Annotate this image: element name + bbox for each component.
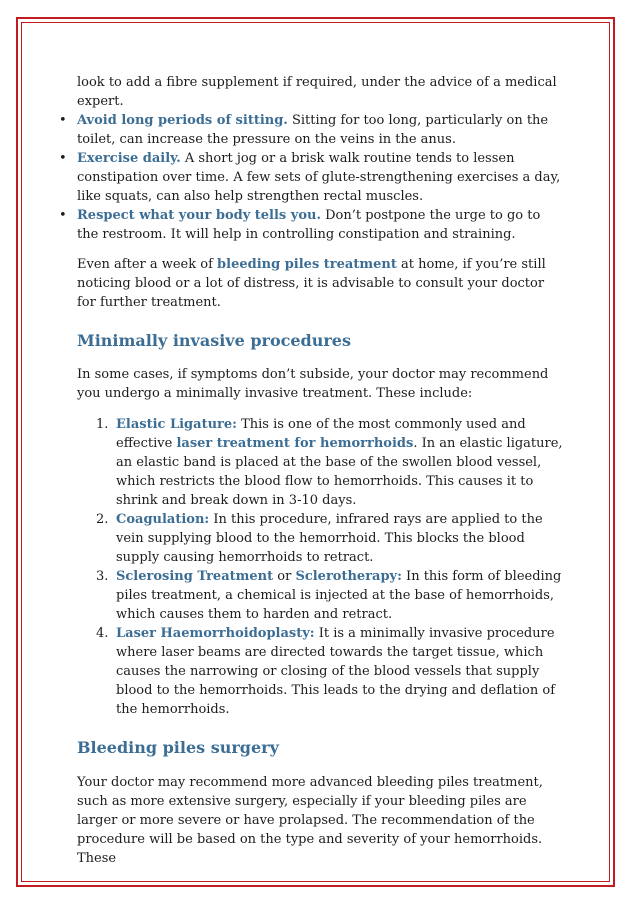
- procedure-title: Sclerotherapy:: [295, 569, 402, 584]
- section1-intro: In some cases, if symptoms don’t subside, your doctor may recommend you undergo a minimally invasive treatment. These include:: [77, 367, 549, 401]
- advice-text-before: Even after a week of: [77, 257, 218, 272]
- tips-list: [59, 111, 563, 244]
- document-body: [59, 73, 563, 868]
- list-item: [59, 149, 563, 206]
- procedure-title: Sclerosing Treatment: [116, 569, 274, 584]
- procedure-text: . In an elastic ligature, an elastic band is placed at the base of the swollen blood vessel, which restricts the blood flow to hemorrhoids. This causes it to shrink and break down in 3-10 days.: [116, 436, 563, 508]
- tip-text: Sitting for too long, particularly on the toilet, can increase the pressure on the veins in the anus.: [77, 113, 549, 147]
- list-item: [77, 624, 563, 719]
- section-heading-minimally-invasive: Minimally invasive procedures: [77, 331, 351, 350]
- procedure-text: It is a minimally invasive procedure where laser beams are directed towards the target tissue, which causes the narrowing or closing of the blood vessels that supply blood to the hemorrhoids. This leads to the drying and deflation of the hemorrhoids.: [116, 626, 556, 717]
- procedure-text: This is one of the most commonly used and effective: [116, 417, 526, 451]
- list-number: 1.: [96, 417, 109, 432]
- tip-text: Don’t postpone the urge to go to the restroom. It will help in controlling constipation and straining.: [77, 208, 541, 242]
- tip-title: Exercise daily.: [77, 151, 181, 166]
- list-item: [77, 567, 563, 624]
- procedure-text: In this form of bleeding piles treatment, a chemical is injected at the base of hemorrhoids, which causes them to harden and retract.: [116, 569, 562, 622]
- tip-title: Avoid long periods of sitting.: [77, 113, 288, 128]
- list-item: [59, 111, 563, 149]
- procedure-text: or: [273, 569, 296, 584]
- laser-treatment-link[interactable]: laser treatment for hemorrhoids: [176, 436, 414, 451]
- tip-title: Respect what your body tells you.: [77, 208, 321, 223]
- list-number: 2.: [96, 512, 109, 527]
- section2-body: Your doctor may recommend more advanced bleeding piles treatment, such as more extensive surgery, especially if your bleeding piles are larger or more severe or have prolapsed. The recommendation of the procedure will be based on the type and severity of your hemorrhoids. These: [77, 775, 543, 866]
- advice-paragraph: [77, 255, 563, 312]
- section-heading-surgery: Bleeding piles surgery: [77, 738, 279, 757]
- list-number: 3.: [96, 569, 109, 584]
- list-item: [77, 415, 563, 510]
- procedure-title: Coagulation:: [116, 512, 210, 527]
- procedure-title: Laser Haemorrhoidoplasty:: [116, 626, 315, 641]
- bleeding-piles-treatment-link[interactable]: bleeding piles treatment: [217, 257, 397, 272]
- bullet-icon: •: [59, 208, 67, 223]
- procedure-title: Elastic Ligature:: [116, 417, 237, 432]
- list-item: [59, 206, 563, 244]
- list-number: 4.: [96, 626, 109, 641]
- procedure-text: In this procedure, infrared rays are applied to the vein supplying blood to the hemorrhoid. This blocks the blood supply causing hemorrhoids to retract.: [116, 512, 543, 565]
- advice-text-after: at home, if you’re still noticing blood or a lot of distress, it is advisable to consult your doctor for further treatment.: [77, 257, 546, 310]
- tip-text: A short jog or a brisk walk routine tends to lessen constipation over time. A few sets of glute-strengthening exercises a day, like squats, can also help strengthen rectal muscles.: [77, 151, 561, 204]
- bullet-icon: •: [59, 151, 67, 166]
- intro-continuation: look to add a fibre supplement if required, under the advice of a medical expert.: [77, 75, 557, 109]
- list-item: [77, 510, 563, 567]
- procedures-list: [77, 415, 563, 719]
- bullet-icon: •: [59, 113, 67, 128]
